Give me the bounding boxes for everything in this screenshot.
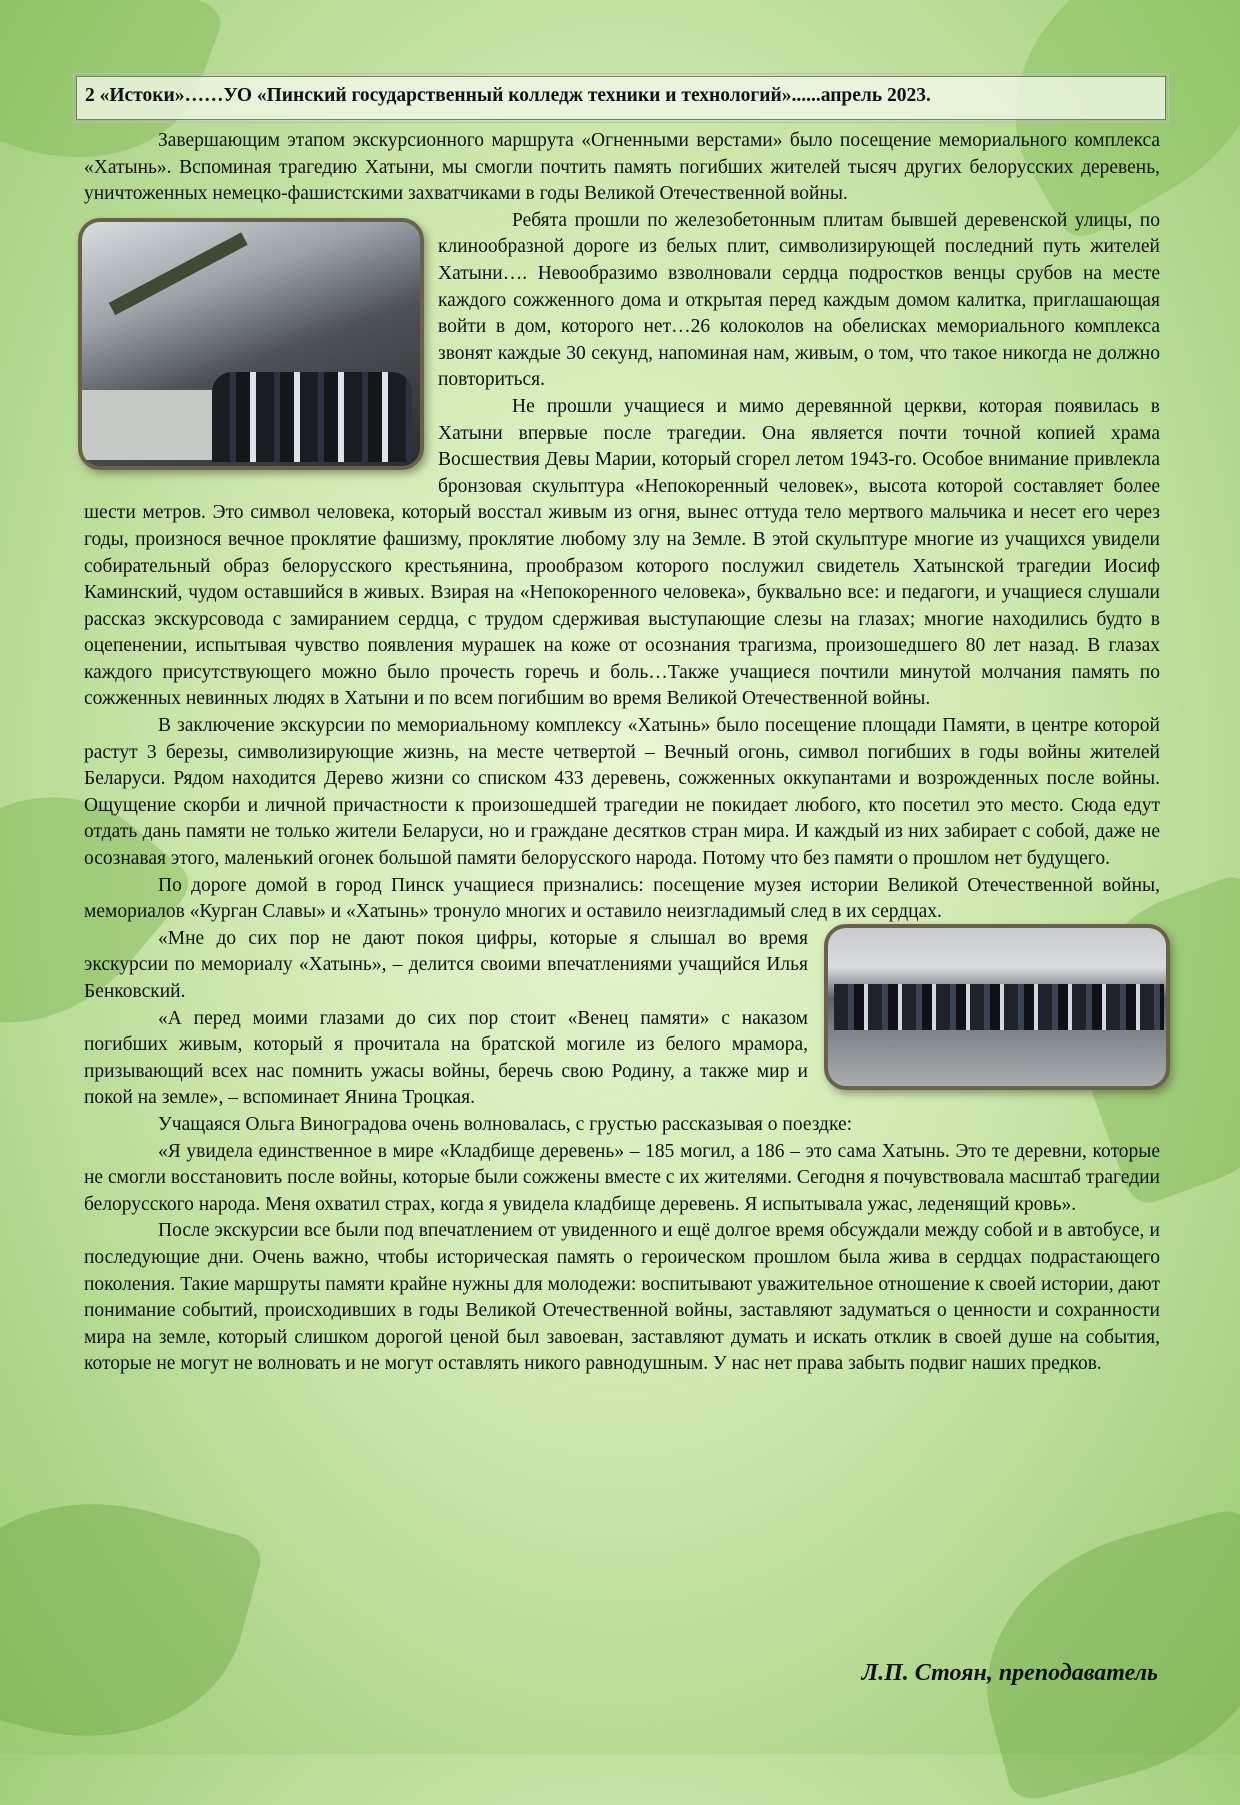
leaf-decoration — [955, 1505, 1240, 1805]
paragraph: Завершающим этапом экскурсионного маршрута «Огненными верстами» было посещение мемориального комплекса «Хатынь». Вспоминая трагедию Хатыни, мы смогли почтить память погибших жителей тысяч других белорусских деревень, уничтоженных немецко-фашистскими захватчиками в годы Великой Отечественной войны. — [84, 130, 1160, 205]
article-body — [84, 128, 1160, 1378]
quote-paragraph: «Я увидела единственное в мире «Кладбище деревень» – 185 могил, а 186 – это сама Хатынь. Это те деревни, которые не смогли восстановить после войны, которые были сожжены вместе с их жителями. Сегодня я почувствовала масштаб трагедии белорусского народа. Меня охватил страх, когда я увидела кладбище деревень. Я испытывала ужас, леденящий кровь». — [84, 1140, 1160, 1215]
students-row — [834, 984, 1164, 1030]
paragraph: Ребята прошли по железобетонным плитам бывшей деревенской улицы, по клинообразной дороге из белых плит, символизирующей последний путь жителей Хатыни…. Невообразимо взволновали сердца подростков венцы срубов на месте каждого сожженного дома и открытая перед каждым домом калитка, приглашающая войти в дом, которого нет…26 колоколов на обелисках мемориального комплекса звонят каждые 30 секунд, напоминая нам, живым, о том, что такое никогда не должно повториться. — [438, 209, 1160, 391]
museum-photo — [78, 218, 424, 470]
paragraph: После экскурсии все были под впечатлением от увиденного и ещё долгое время обсуждали между собой и в автобусе, и последующие дни. Очень важно, чтобы историческая память о героическом прошлом была жива в сердцах подрастающего поколения. Такие маршруты памяти крайне нужны для молодежи: воспитывают уважительное отношение к своей истории, дают понимание событий, происходивших в годы Великой Отечественной войны, заставляют задуматься о ценности и сохранности мира на земле, который слишком дорогой ценой был завоеван, заставляют думать и искать отклик в своей душе на события, которые не могут не волновать и не могут оставлять никого равнодушным. У нас нет права забыть подвиг наших предков. — [84, 1220, 1160, 1375]
paragraph: Учащаяся Ольга Виноградова очень волновалась, с грустью рассказывая о поездке: — [158, 1113, 853, 1135]
cannon-shape — [109, 232, 248, 315]
paragraph: В заключение экскурсии по мемориальному комплексу «Хатынь» было посещение площади Памяти, в центре которой растут 3 березы, символизирующие жизнь, на месте четвертой – Вечный огонь, символ погибших в годы войны жителей Беларуси. Рядом находится Дерево жизни со списком 433 деревень, сожженных оккупантами и возрожденных после войны. Ощущение скорби и личной причастности к произошедшей трагедии не покидает любого, кто посетил это место. Сюда едут отдать дань памяти не только жители Беларуси, но и граждане десятков стран мира. И каждый из них забирает с собой, даже не осознавая этого, маленький огонек большой памяти белорусского народа. Потому что без памяти о прошлом нет будущего. — [84, 715, 1160, 870]
paragraph: По дороге домой в город Пинск учащиеся признались: посещение музея истории Великой Отечественной войны, мемориалов «Курган Славы» и «Хатынь» тронуло многих и оставило неизгладимый след в их сердцах. — [84, 874, 1160, 923]
group-photo — [824, 924, 1170, 1090]
quote-paragraph: «Мне до сих пор не дают покоя цифры, которые я слышал во время экскурсии по мемориалу «Хатынь», – делится своими впечатлениями учащийся Илья Бенковский. — [84, 927, 808, 1002]
exhibit-stand — [82, 390, 212, 460]
header-text: 2 «Истоки»……УО «Пинский государственный колледж техники и технологий»......апрель 2023. — [85, 85, 931, 106]
leaf-decoration — [0, 1465, 266, 1774]
paragraph: Не прошли учащиеся и мимо деревянной церкви, которая появилась в Хатыни впервые после трагедии. Она является почти точной копией храма Восшествия Девы Марии, который сгорел летом 1943-го. Особое внимание привлекла бронзовая скульптура «Непокоренный человек», высота которой составляет более шести метров. Это символ человека, который восстал живым из огня, вынес оттуда тело мертвого мальчика и несет его через годы, произнося вечное проклятие фашизму, проклятие любому злу на Земле. В этой скульптуре многие из учащихся увидели собирательный образ белорусского крестьянина, прообразом которого послужил свидетель Хатынской трагедии Иосиф Каминский, чудом оставшийся в живых. Взирая на «Непокоренного человека», буквально все: и педагоги, и учащиеся слушали рассказ экскурсовода с замиранием сердца, с трудом сдерживая выступающие слезы на глазах; многие находились будто в оцепенении, испытывая чувство появления мурашек на коже от осознания трагизма, произошедшего 80 лет назад. В глазах каждого присутствующего можно было прочесть горечь и боль…Также учащиеся почтили минутой молчания память по сожженных невинных людях в Хатыни и по всем погибшим во время Великой Отечественной войны. — [84, 395, 1160, 710]
students-group — [212, 372, 412, 462]
quote-paragraph: «А перед моими глазами до сих пор стоит «Венец памяти» с наказом погибших живым, который я прочитала на братской могиле из белого мрамора, призывающий всех нас помнить ужасы войны, беречь свою Родину, а также мир и покой на земле», – вспоминает Янина Троцкая. — [84, 1007, 808, 1109]
author-signature: Л.П. Стоян, преподаватель — [861, 1660, 1158, 1686]
page-header — [76, 76, 1166, 120]
